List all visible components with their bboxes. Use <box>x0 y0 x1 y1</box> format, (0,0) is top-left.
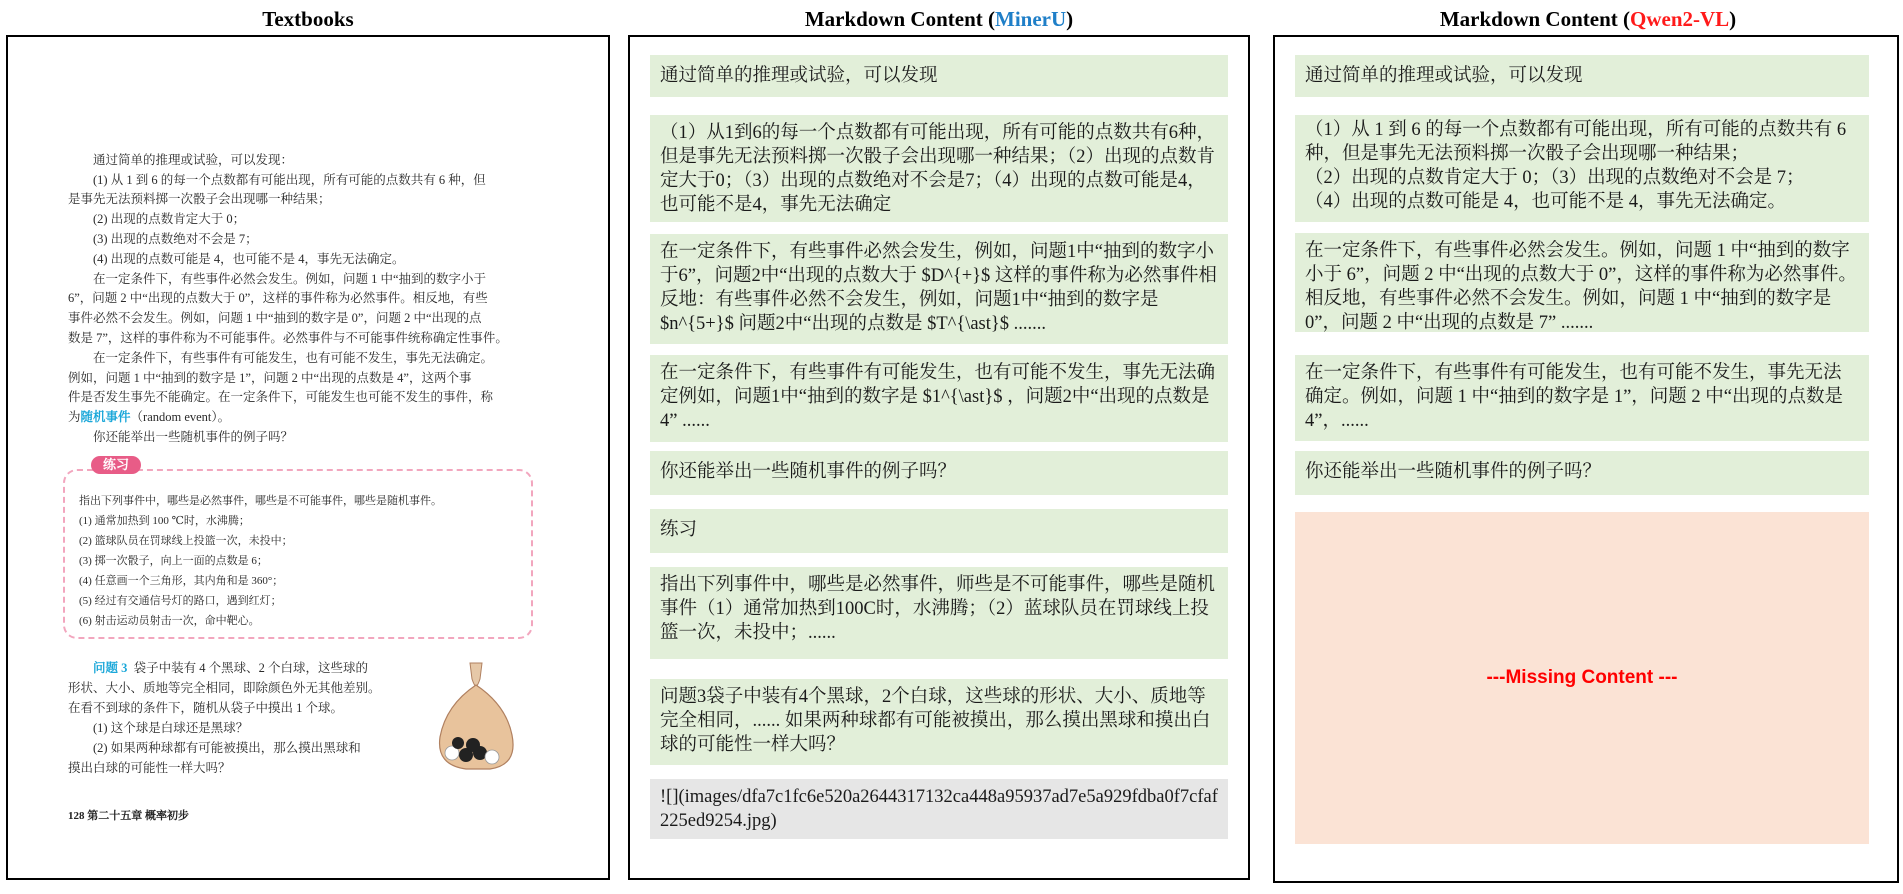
mineru-block: 练习 <box>650 509 1228 553</box>
textbook-line: (3) 出现的点数绝对不会是 7； <box>93 232 258 246</box>
mineru-panel <box>628 35 1250 880</box>
problem-line: 在看不到球的条件下，随机从袋子中摸出 1 个球。 <box>68 701 344 715</box>
textbook-line: 数是 7”，这样的事件称为不可能事件。必然事件与不可能事件统称确定性事件。 <box>68 331 508 345</box>
qwen-name: Qwen2-VL <box>1630 7 1730 31</box>
mineru-block: 在一定条件下，有些事件有可能发生，也有可能不发生，事先无法确定例如，问题1中“抽到的数字是 $1^{\ast}$ ，问题2中“出现的点数是4” ...... <box>650 355 1228 442</box>
bag-illustration <box>426 657 526 777</box>
problem-line: 形状、大小、质地等完全相同，即除颜色外无其他差别。 <box>68 681 381 695</box>
textbook-line: 通过简单的推理或试验，可以发现： <box>93 153 294 167</box>
textbook-line: 件是否发生事先不能确定。在一定条件下，可能发生也可能不发生的事件，称 <box>68 390 494 404</box>
qwen-block: 通过简单的推理或试验，可以发现 <box>1295 55 1869 97</box>
exercise-line: 指出下列事件中，哪些是必然事件，哪些是不可能事件，哪些是随机事件。 <box>79 495 442 507</box>
qwen-title-prefix: Markdown Content ( <box>1439 7 1630 31</box>
qwen-block: 在一定条件下，有些事件有可能发生，也有可能不发生，事先无法确定。例如，问题 1 中“抽到的数字是 1”，问题 2 中“出现的点数是 4”，...... <box>1295 355 1869 441</box>
problem-line: (2) 如果两种球都有可能被摸出，那么摸出黑球和 <box>93 741 361 755</box>
textbook-line: 6”，问题 2 中“出现的点数大于 0”，这样的事件称为必然事件。相反地，有些 <box>68 291 488 305</box>
textbook-line: 例如，问题 1 中“抽到的数字是 1”，问题 2 中“出现的点数是 4”，这两个事 <box>68 371 472 385</box>
random-event-term: 随机事件 <box>80 410 131 424</box>
mineru-block: 在一定条件下，有些事件必然会发生，例如，问题1中“抽到的数字小于6”，问题2中“出现的点数大于 $D^{+}$ 这样的事件称为必然事件相反地：有些事件必然不会发生，例如，问题1中“抽到的数字是 $n^{5+}$ 问题2中“出现的点数是 $T^{\ast}$ ....... <box>650 234 1228 344</box>
random-suffix: （random event）。 <box>130 410 231 424</box>
mineru-title <box>628 6 1250 32</box>
mineru-title-prefix: Markdown Content ( <box>804 7 995 31</box>
problem-label: 问题 3 <box>93 661 128 675</box>
mineru-block: （1）从1到6的每一个点数都有可能出现，所有可能的点数共有6种，但是事先无法预料掷一次骰子会出现哪一种结果；（2）出现的点数肯定大于0；（3）出现的点数绝对不会是7；（4）出现的点数可能是4，也可能不是4，事先无法确定 <box>650 115 1228 222</box>
textbook-line: 事件必然不会发生。例如，问题 1 中“抽到的数字是 0”，问题 2 中“出现的点 <box>68 311 482 325</box>
mineru-block: 指出下列事件中，哪些是必然事件，师些是不可能事件，哪些是随机事件（1）通常加热到100C时，水沸腾；（2）蓝球队员在罚球线上投篮一次，未投中；...... <box>650 567 1228 659</box>
exercise-line: (3) 掷一次骰子，向上一面的点数是 6； <box>79 555 268 567</box>
mineru-image-ref: ![](images/dfa7c1fc6e520a2644317132ca448a95937ad7e5a929fdba0f7cfaf225ed9254.jpg) <box>650 779 1228 839</box>
exercise-box <box>63 469 533 639</box>
qwen-block: 在一定条件下，有些事件必然会发生。例如，问题 1 中“抽到的数字小于 6”，问题 2 中“出现的点数大于 0”，这样的事件称为必然事件。相反地，有些事件必然不会发生。例如，问题 1 中“抽到的数字是 0”，问题 2 中“出现的点数是 7” ....... <box>1295 233 1869 332</box>
textbook-line: 在一定条件下，有些事件有可能发生，也有可能不发生，事先无法确定。 <box>93 351 494 365</box>
qwen-block: （1）从 1 到 6 的每一个点数都有可能出现，所有可能的点数共有 6 种，但是事先无法预料掷一次骰子会出现哪一种结果； （2）出现的点数肯定大于 0；（3）出现的点数绝对不会是 7； （4）出现的点数可能是 4，也可能不是 4，事先无法确定。 <box>1295 115 1869 222</box>
mineru-block: 问题3袋子中装有4个黑球，2个白球，这些球的形状、大小、质地等完全相同，...... 如果两种球都有可能被摸出，那么摸出黑球和摸出白球的可能性一样大吗？ <box>650 679 1228 765</box>
random-prefix: 为 <box>68 410 81 424</box>
qwen-title-suffix: ) <box>1729 7 1737 31</box>
mineru-block: 你还能举出一些随机事件的例子吗？ <box>650 451 1228 495</box>
textbook-random-line <box>68 409 538 426</box>
exercise-line: (6) 射击运动员射击一次，命中靶心。 <box>79 615 260 627</box>
textbooks-title: Textbooks <box>262 7 354 31</box>
mineru-block: 通过简单的推理或试验，可以发现 <box>650 55 1228 97</box>
textbook-line: (4) 出现的点数可能是 4，也可能不是 4，事先无法确定。 <box>93 252 405 266</box>
problem-line <box>68 660 428 677</box>
exercise-line: (5) 经过有交通信号灯的路口，遇到红灯； <box>79 595 282 607</box>
problem-text: 袋子中装有 4 个黑球、2 个白球，这些球的 <box>133 661 369 675</box>
textbook-line: 在一定条件下，有些事件必然会发生。例如，问题 1 中“抽到的数字小于 <box>93 272 487 286</box>
page-footer: 128 第二十五章 概率初步 <box>68 810 189 822</box>
textbook-line: (2) 出现的点数肯定大于 0； <box>93 212 246 226</box>
textbook-question-line: 你还能举出一些随机事件的例子吗？ <box>93 430 294 444</box>
problem-line: (1) 这个球是白球还是黑球？ <box>93 721 249 735</box>
qwen-title <box>1273 6 1903 32</box>
mineru-title-suffix: ) <box>1066 7 1074 31</box>
exercise-line: (4) 任意画一个三角形，其内角和是 360°； <box>79 575 284 587</box>
exercise-line: (2) 篮球队员在罚球线上投篮一次，未投中； <box>79 535 293 547</box>
problem-line: 摸出白球的可能性一样大吗？ <box>68 761 231 775</box>
missing-content-area <box>1295 512 1869 844</box>
mineru-name: MinerU <box>995 7 1067 31</box>
exercise-line: (1) 通常加热到 100 ℃时，水沸腾； <box>79 515 250 527</box>
textbook-panel <box>6 35 610 880</box>
textbook-line: (1) 从 1 到 6 的每一个点数都有可能出现，所有可能的点数共有 6 种，但 <box>93 173 486 187</box>
qwen-block: 你还能举出一些随机事件的例子吗？ <box>1295 451 1869 495</box>
textbook-line: 是事先无法预料掷一次骰子会出现哪一种结果； <box>68 192 331 206</box>
missing-content-label: ---Missing Content --- <box>1486 667 1678 688</box>
exercise-tag: 练习 <box>91 456 141 474</box>
qwen-panel <box>1273 35 1899 883</box>
